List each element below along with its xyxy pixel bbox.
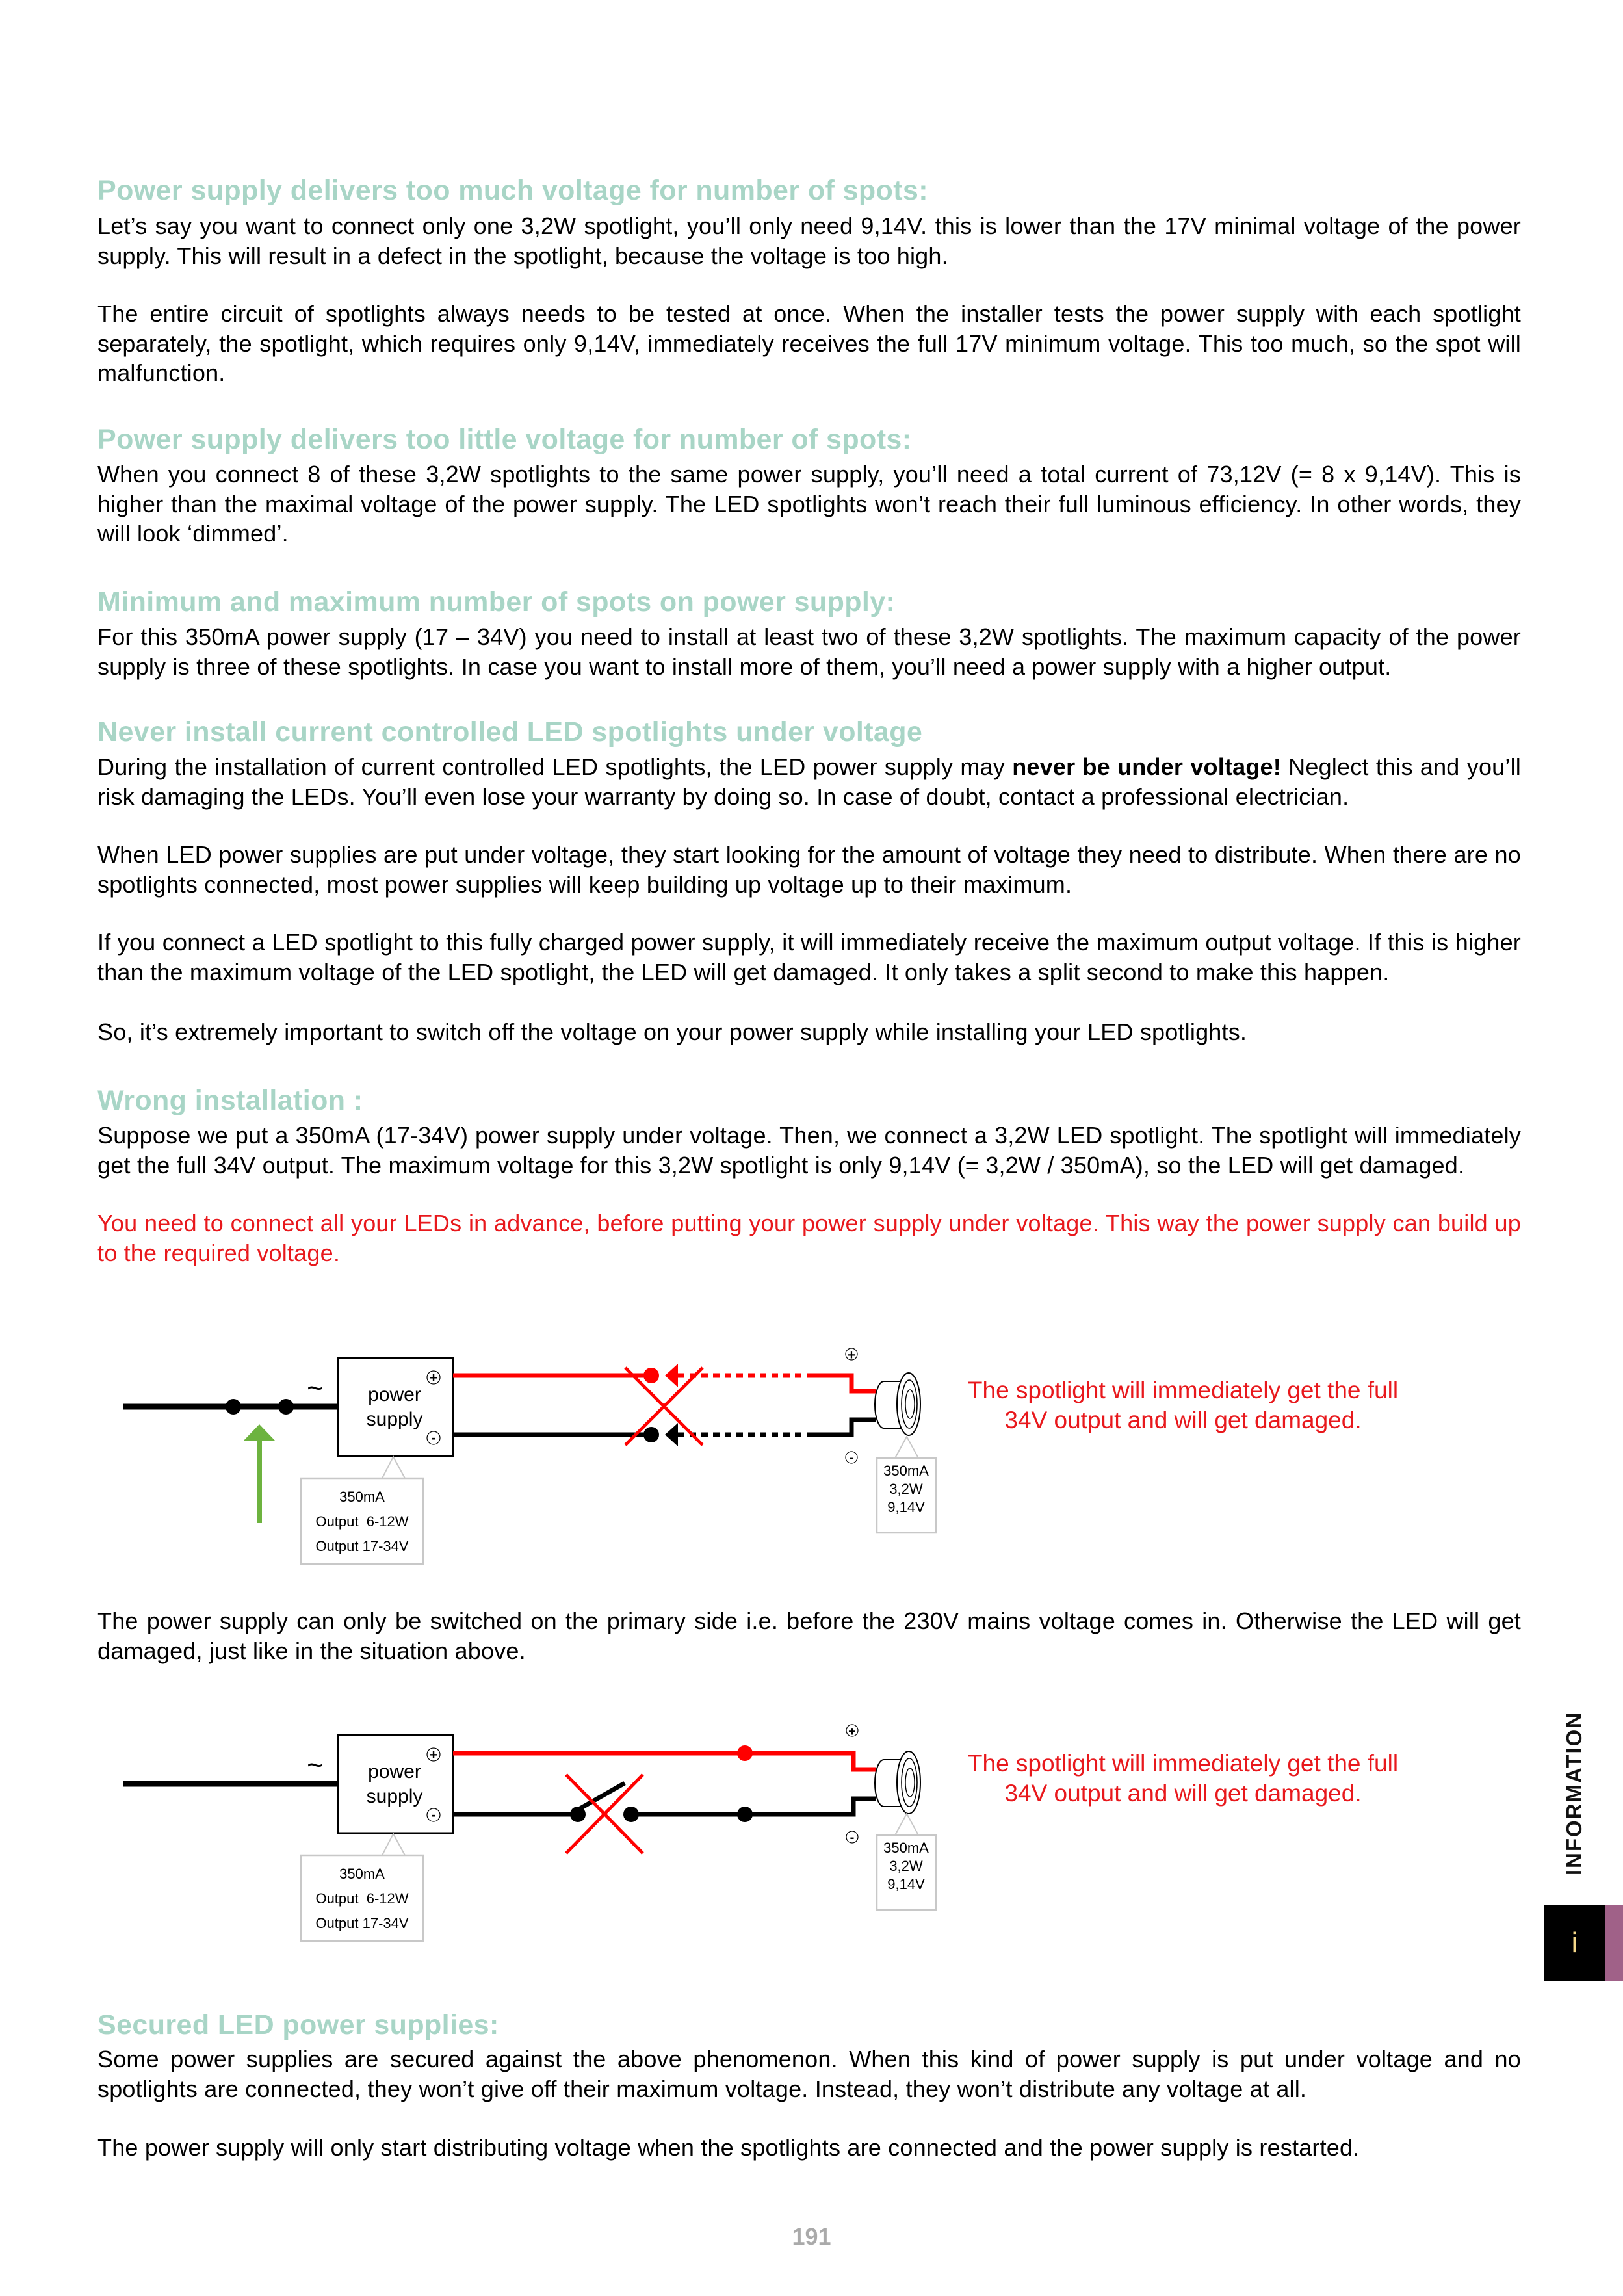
note-line: The spotlight will immediately get the full (967, 1750, 1399, 1777)
svg-text:-: - (849, 1451, 854, 1465)
positive-wire (453, 1745, 876, 1769)
heading-min-max-spots: Minimum and maximum number of spots on power supply: (97, 586, 896, 618)
paragraph: When LED power supplies are put under voltage, they start looking for the amount of voltage they need to distribute. When there are no spotlights connected, most power supplies will keep building up voltage up to their maximum. (97, 841, 1521, 898)
heading-never-install-under-voltage: Never install current controlled LED spotlights under voltage (97, 716, 923, 748)
spot-terminals (846, 1348, 857, 1465)
paragraph: The entire circuit of spotlights always needs to be tested at once. When the installer tests the power supply with each spotlight separately, the spotlight, which requires only 9,14V, immediately receives the full 17V minimum voltage. This too much, so the spot will malfunction. (97, 300, 1521, 386)
paragraph: The power supply can only be switched on the primary side i.e. before the 230V mains voltage comes in. Otherwise the LED will get damaged, just like in the situation above. (97, 1608, 1521, 1664)
svg-text:+: + (848, 1348, 855, 1363)
spot-spec-callout (877, 1814, 936, 1910)
note-line: The spotlight will immediately get the full (967, 1377, 1399, 1403)
negative-wire (453, 1420, 876, 1446)
text: Neglect this and you’ll risk damaging the LEDs. You’ll even lose your warranty by doing so. In case of doubt, contact a professional electrician. (97, 753, 1521, 810)
section-side-label: INFORMATION (1562, 1711, 1587, 1876)
open-switch-icon (578, 1783, 625, 1810)
svg-text:supply: supply (366, 1786, 423, 1807)
mains-input-wire (123, 1399, 338, 1415)
psu-spec-callout (301, 1457, 423, 1564)
wiring-diagram-wrong-switch-negative (0, 1703, 1623, 1950)
svg-text:+: + (429, 1747, 438, 1763)
negative-wire-with-switch (453, 1783, 876, 1822)
warning-paragraph: You need to connect all your LEDs in advance, before putting your power supply under voltage. This way the power supply can build up to the required voltage. (97, 1210, 1521, 1266)
heading-secured-power-supplies: Secured LED power supplies: (97, 2009, 499, 2041)
text: During the installation of current controlled LED spotlights, the LED power supply may (97, 753, 1013, 780)
ac-symbol: ~ (307, 1372, 324, 1404)
heading-wrong-installation: Wrong installation : (97, 1085, 363, 1116)
information-tab[interactable] (1544, 1905, 1605, 1981)
positive-wire (453, 1364, 876, 1391)
svg-text:3,2W: 3,2W (889, 1858, 923, 1874)
svg-text:350mA: 350mA (883, 1840, 929, 1856)
svg-text:Output 17-34V: Output 17-34V (315, 1915, 409, 1931)
svg-text:-: - (431, 1807, 436, 1823)
svg-text:power: power (368, 1761, 421, 1782)
svg-text:350mA: 350mA (883, 1463, 929, 1479)
power-supply-box (338, 1358, 453, 1456)
paragraph: When you connect 8 of these 3,2W spotlights to the same power supply, you’ll need a total current of 73,12V (= 8 x 9,14V). This is higher than the maximal voltage of the power supply. The LED spotlights won’t reach their full luminous efficiency. In other words, they will look ‘dimmed’. (97, 461, 1521, 547)
diagram-warning-note (890, 1376, 1475, 1435)
note-line: 34V output and will get damaged. (1004, 1780, 1362, 1807)
spot-spec-callout (877, 1437, 936, 1533)
diagram-warning-note (890, 1749, 1475, 1808)
emphasis-text: never be under voltage! (1012, 753, 1281, 780)
svg-text:350mA: 350mA (339, 1866, 385, 1882)
info-icon: i (1571, 1927, 1578, 1959)
svg-text:supply: supply (366, 1409, 423, 1430)
ac-symbol: ~ (307, 1749, 324, 1781)
paragraph: Let’s say you want to connect only one 3,2W spotlight, you’ll only need 9,14V. this is lower than the 17V minimal voltage of the power supply. This will result in a defect in the spotlight, because the voltage is too high. (97, 213, 1521, 269)
heading-too-little-voltage: Power supply delivers too little voltage for number of spots: (97, 424, 912, 455)
psu-spec-callout (301, 1834, 423, 1941)
svg-text:9,14V: 9,14V (887, 1499, 925, 1515)
svg-text:Output 6-12W: Output 6-12W (315, 1513, 409, 1530)
heading-too-much-voltage: Power supply delivers too much voltage for number of spots: (97, 175, 928, 206)
svg-text:+: + (429, 1370, 438, 1386)
paragraph: If you connect a LED spotlight to this fully charged power supply, it will immediately receive the maximum output voltage. If this is higher than the maximum voltage of the LED spotlight, the LED will get damaged. It only takes a split second to make this happen. (97, 929, 1521, 985)
svg-text:9,14V: 9,14V (887, 1876, 925, 1892)
svg-text:-: - (850, 1831, 855, 1845)
power-supply-box (338, 1735, 453, 1833)
svg-text:Output 17-34V: Output 17-34V (315, 1538, 409, 1554)
paragraph: So, it’s extremely important to switch off the voltage on your power supply while installing your LED spotlights. (97, 1019, 1247, 1045)
svg-text:3,2W: 3,2W (889, 1481, 923, 1497)
svg-text:350mA: 350mA (339, 1489, 385, 1505)
paragraph-intro (97, 752, 1521, 811)
svg-text:+: + (848, 1725, 856, 1739)
tab-color-strip (1605, 1905, 1623, 1981)
svg-text:-: - (431, 1429, 436, 1446)
green-arrow-icon (244, 1424, 275, 1523)
spot-terminals (846, 1725, 858, 1845)
note-line: 34V output and will get damaged. (1004, 1407, 1362, 1433)
page-number: 191 (792, 2223, 831, 2250)
cross-out-icon (625, 1368, 703, 1445)
wiring-diagram-wrong-switch-secondary (0, 1326, 1623, 1573)
paragraph: Suppose we put a 350mA (17-34V) power supply under voltage. Then, we connect a 3,2W LED spotlight. The spotlight will immediately get the full 34V output. The maximum voltage for this 3,2W spotlight is only 9,14V (= 3,2W / 350mA), so the LED will get damaged. (97, 1122, 1521, 1179)
paragraph: Some power supplies are secured against the above phenomenon. When this kind of power supply is put under voltage and no spotlights are connected, they won’t give off their maximum voltage. Instead, they won’t distribute any voltage at all. (97, 2046, 1521, 2102)
svg-text:Output 6-12W: Output 6-12W (315, 1890, 409, 1907)
paragraph: The power supply will only start distributing voltage when the spotlights are connected and the power supply is restarted. (97, 2134, 1360, 2161)
svg-text:power: power (368, 1384, 421, 1405)
paragraph: For this 350mA power supply (17 – 34V) you need to install at least two of these 3,2W spotlights. The maximum capacity of the power supply is three of these spotlights. In case you want to install more of them, you’ll need a power supply with a higher output. (97, 623, 1521, 680)
